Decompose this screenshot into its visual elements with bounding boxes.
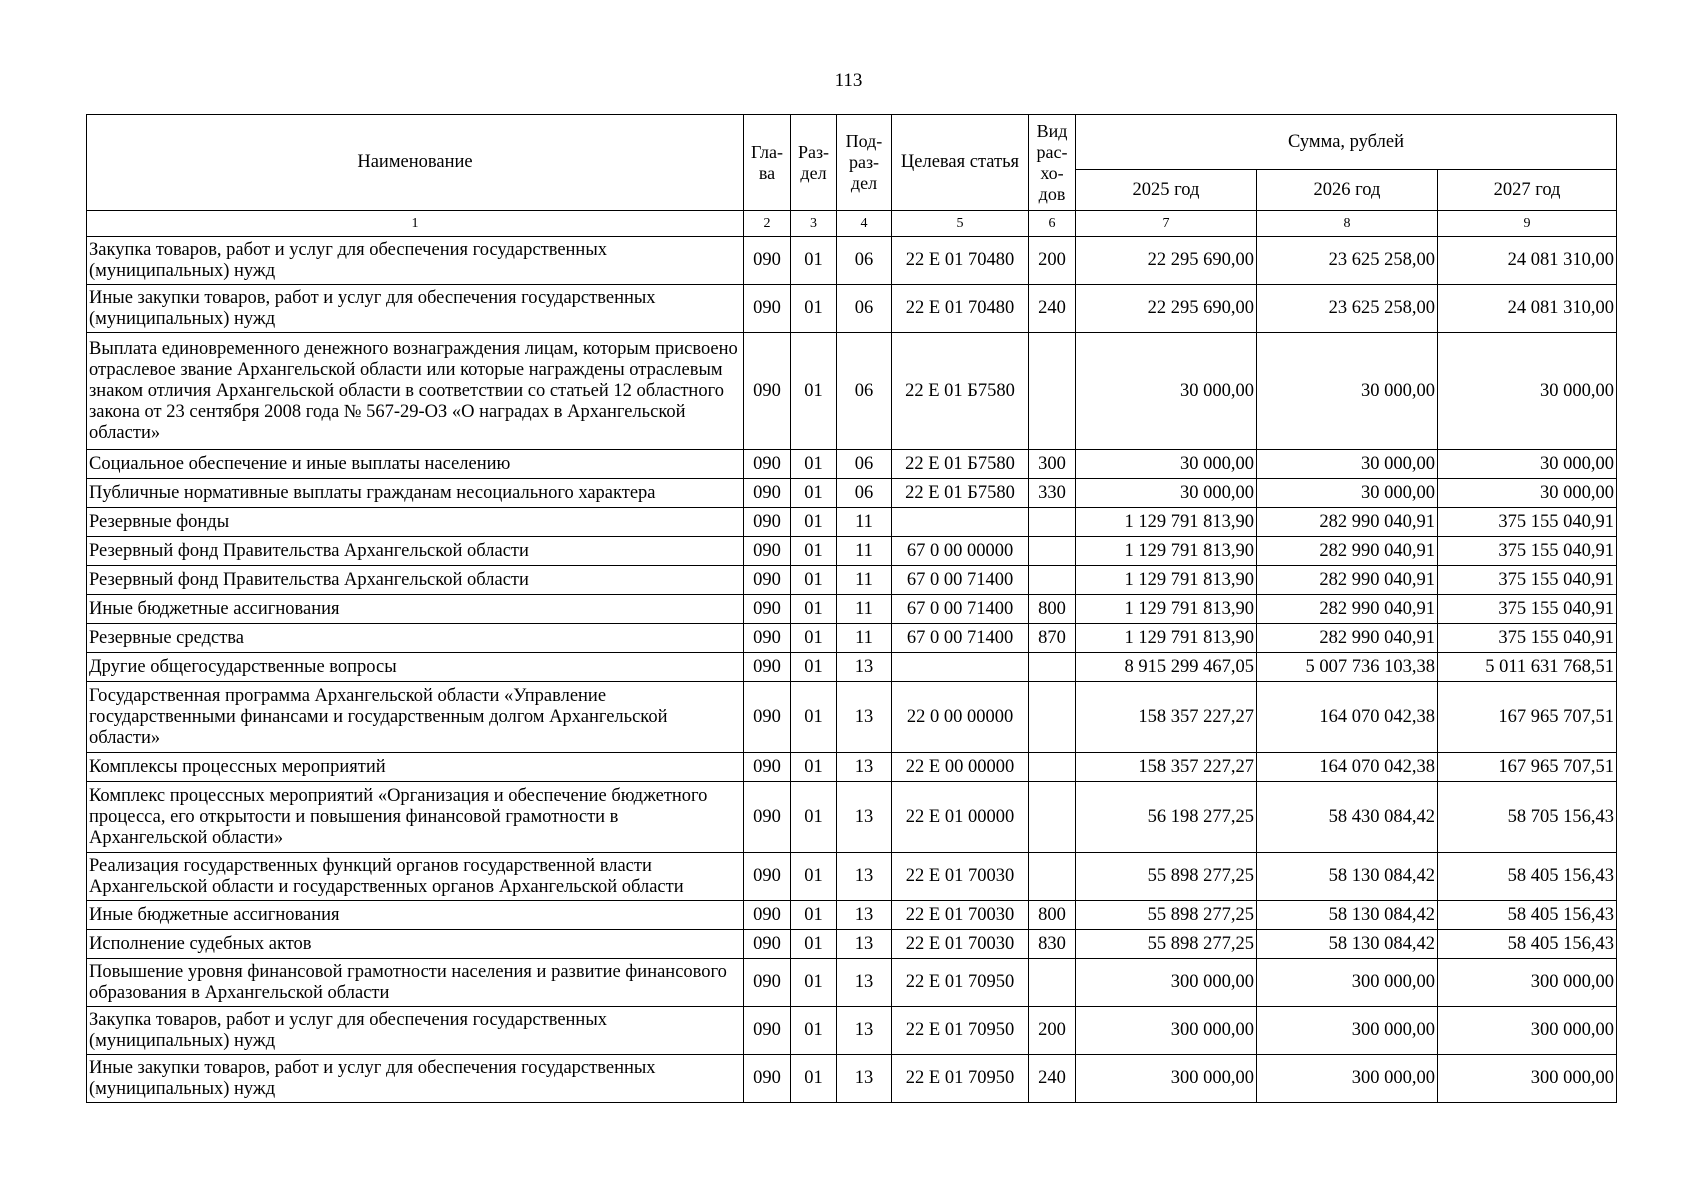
table-row [87,753,1617,782]
row-sum-2026: 58 130 084,42 [1257,901,1438,930]
row-sum-2027: 58 705 156,43 [1438,782,1617,853]
row-kind [1029,333,1076,450]
row-sum-2025: 8 915 299 467,05 [1076,653,1257,682]
row-kind: 240 [1029,285,1076,333]
row-subsection: 06 [837,450,892,479]
row-chapter: 090 [744,753,791,782]
table-row [87,508,1617,537]
row-sum-2025: 1 129 791 813,90 [1076,508,1257,537]
row-subsection: 13 [837,682,892,753]
row-name: Резервный фонд Правительства Архангельской области [87,566,744,595]
row-section: 01 [791,479,837,508]
row-sum-2027: 167 965 707,51 [1438,753,1617,782]
row-sum-2025: 30 000,00 [1076,333,1257,450]
row-sum-2027: 300 000,00 [1438,1007,1617,1055]
row-subsection: 13 [837,1055,892,1103]
column-number: 4 [837,211,892,237]
row-section: 01 [791,901,837,930]
table-row [87,653,1617,682]
row-subsection: 06 [837,285,892,333]
row-target: 22 Е 01 70950 [892,959,1029,1007]
row-subsection: 13 [837,1007,892,1055]
row-chapter: 090 [744,333,791,450]
row-sum-2027: 30 000,00 [1438,333,1617,450]
column-number: 5 [892,211,1029,237]
row-kind [1029,959,1076,1007]
row-chapter: 090 [744,479,791,508]
row-name: Другие общегосударственные вопросы [87,653,744,682]
row-target [892,508,1029,537]
row-name: Публичные нормативные выплаты гражданам несоциального характера [87,479,744,508]
row-target: 22 Е 01 70480 [892,285,1029,333]
row-section: 01 [791,237,837,285]
table-row [87,566,1617,595]
row-subsection: 13 [837,782,892,853]
row-name: Выплата единовременного денежного вознаграждения лицам, которым присвоено отраслевое звание Архангельской области или которые награждены отраслевым знаком отличия Архангельской области в соответствии со статьей 12 областного закона от 23 сентября 2008 года № 567-29-ОЗ «О наградах в Архангельской области» [87,333,744,450]
row-kind: 830 [1029,930,1076,959]
row-sum-2027: 300 000,00 [1438,1055,1617,1103]
table-row [87,901,1617,930]
table-row [87,782,1617,853]
row-sum-2025: 300 000,00 [1076,1055,1257,1103]
row-sum-2025: 22 295 690,00 [1076,237,1257,285]
budget-table [86,114,1617,1103]
row-section: 01 [791,537,837,566]
row-sum-2027: 58 405 156,43 [1438,930,1617,959]
row-target: 22 Е 01 Б7580 [892,450,1029,479]
table-row [87,479,1617,508]
row-sum-2026: 282 990 040,91 [1257,624,1438,653]
row-name: Иные закупки товаров, работ и услуг для обеспечения государственных (муниципальных) нужд [87,1055,744,1103]
row-kind: 200 [1029,1007,1076,1055]
row-name: Закупка товаров, работ и услуг для обеспечения государственных (муниципальных) нужд [87,237,744,285]
row-section: 01 [791,333,837,450]
row-target: 22 0 00 00000 [892,682,1029,753]
row-subsection: 11 [837,537,892,566]
row-name: Исполнение судебных актов [87,930,744,959]
table-row [87,450,1617,479]
row-sum-2025: 300 000,00 [1076,1007,1257,1055]
row-sum-2025: 1 129 791 813,90 [1076,595,1257,624]
row-kind [1029,782,1076,853]
row-chapter: 090 [744,653,791,682]
row-section: 01 [791,959,837,1007]
row-section: 01 [791,782,837,853]
column-number-row [87,211,1617,237]
row-chapter: 090 [744,537,791,566]
row-section: 01 [791,624,837,653]
column-number: 2 [744,211,791,237]
row-sum-2026: 30 000,00 [1257,333,1438,450]
row-section: 01 [791,450,837,479]
row-chapter: 090 [744,450,791,479]
row-sum-2025: 300 000,00 [1076,959,1257,1007]
row-chapter: 090 [744,853,791,901]
row-name: Резервные фонды [87,508,744,537]
row-chapter: 090 [744,901,791,930]
row-target: 22 Е 01 70030 [892,901,1029,930]
row-sum-2025: 1 129 791 813,90 [1076,566,1257,595]
row-sum-2026: 164 070 042,38 [1257,682,1438,753]
row-name: Комплекс процессных мероприятий «Организация и обеспечение бюджетного процесса, его открытости и повышения финансовой грамотности в Архангельской области» [87,782,744,853]
row-target [892,653,1029,682]
row-sum-2027: 300 000,00 [1438,959,1617,1007]
row-section: 01 [791,1007,837,1055]
row-kind: 200 [1029,237,1076,285]
row-subsection: 13 [837,901,892,930]
row-kind: 870 [1029,624,1076,653]
row-sum-2027: 30 000,00 [1438,479,1617,508]
row-sum-2025: 56 198 277,25 [1076,782,1257,853]
row-kind: 300 [1029,450,1076,479]
row-sum-2027: 375 155 040,91 [1438,566,1617,595]
row-target: 67 0 00 71400 [892,566,1029,595]
column-number: 9 [1438,211,1617,237]
row-sum-2026: 164 070 042,38 [1257,753,1438,782]
row-sum-2026: 282 990 040,91 [1257,537,1438,566]
row-kind [1029,537,1076,566]
column-number: 8 [1257,211,1438,237]
row-chapter: 090 [744,237,791,285]
table-row [87,237,1617,285]
row-chapter: 090 [744,566,791,595]
row-target: 22 Е 01 70950 [892,1055,1029,1103]
row-section: 01 [791,566,837,595]
row-chapter: 090 [744,285,791,333]
row-chapter: 090 [744,682,791,753]
table-row [87,624,1617,653]
table-row [87,333,1617,450]
row-target: 22 Е 01 Б7580 [892,479,1029,508]
row-sum-2025: 55 898 277,25 [1076,901,1257,930]
row-target: 67 0 00 71400 [892,624,1029,653]
row-section: 01 [791,682,837,753]
row-kind: 800 [1029,595,1076,624]
row-kind [1029,753,1076,782]
row-chapter: 090 [744,1007,791,1055]
row-subsection: 06 [837,333,892,450]
row-sum-2026: 58 130 084,42 [1257,930,1438,959]
row-sum-2025: 30 000,00 [1076,450,1257,479]
row-chapter: 090 [744,1055,791,1103]
row-sum-2026: 5 007 736 103,38 [1257,653,1438,682]
column-number: 3 [791,211,837,237]
header-year-2025: 2025 год [1076,170,1257,211]
row-name: Государственная программа Архангельской области «Управление государственными финансами и государственным долгом Архангельской области» [87,682,744,753]
row-target: 22 Е 01 70950 [892,1007,1029,1055]
header-subsection: Под-раз-дел [837,115,892,211]
row-sum-2026: 282 990 040,91 [1257,508,1438,537]
row-sum-2025: 55 898 277,25 [1076,853,1257,901]
row-subsection: 06 [837,479,892,508]
row-sum-2026: 282 990 040,91 [1257,566,1438,595]
row-sum-2026: 300 000,00 [1257,959,1438,1007]
header-section: Раз-дел [791,115,837,211]
header-target: Целевая статья [892,115,1029,211]
row-sum-2027: 24 081 310,00 [1438,237,1617,285]
header-kind: Вид рас-хо-дов [1029,115,1076,211]
row-chapter: 090 [744,930,791,959]
row-sum-2027: 375 155 040,91 [1438,624,1617,653]
table-row [87,595,1617,624]
row-sum-2026: 300 000,00 [1257,1007,1438,1055]
row-name: Иные закупки товаров, работ и услуг для обеспечения государственных (муниципальных) нужд [87,285,744,333]
table-row [87,285,1617,333]
column-number: 6 [1029,211,1076,237]
row-sum-2026: 300 000,00 [1257,1055,1438,1103]
row-target: 22 Е 01 00000 [892,782,1029,853]
row-sum-2027: 58 405 156,43 [1438,853,1617,901]
row-subsection: 11 [837,624,892,653]
row-chapter: 090 [744,508,791,537]
table-row [87,853,1617,901]
row-section: 01 [791,595,837,624]
row-chapter: 090 [744,624,791,653]
row-section: 01 [791,653,837,682]
row-subsection: 11 [837,566,892,595]
row-target: 67 0 00 71400 [892,595,1029,624]
row-section: 01 [791,853,837,901]
row-sum-2026: 30 000,00 [1257,450,1438,479]
row-name: Реализация государственных функций органов государственной власти Архангельской области и государственных органов Архангельской области [87,853,744,901]
row-kind [1029,508,1076,537]
row-target: 22 Е 01 70480 [892,237,1029,285]
row-sum-2026: 30 000,00 [1257,479,1438,508]
row-target: 22 Е 01 70030 [892,930,1029,959]
row-name: Комплексы процессных мероприятий [87,753,744,782]
row-kind: 240 [1029,1055,1076,1103]
page-number: 113 [834,70,863,91]
row-sum-2025: 158 357 227,27 [1076,682,1257,753]
row-sum-2027: 167 965 707,51 [1438,682,1617,753]
column-number: 7 [1076,211,1257,237]
column-number: 1 [87,211,744,237]
row-name: Социальное обеспечение и иные выплаты населению [87,450,744,479]
row-kind: 330 [1029,479,1076,508]
row-sum-2026: 58 430 084,42 [1257,782,1438,853]
header-sum: Сумма, рублей [1076,115,1617,170]
row-chapter: 090 [744,959,791,1007]
row-kind [1029,653,1076,682]
row-section: 01 [791,285,837,333]
row-kind [1029,682,1076,753]
header-name: Наименование [87,115,744,211]
row-chapter: 090 [744,595,791,624]
row-sum-2026: 58 130 084,42 [1257,853,1438,901]
row-sum-2027: 375 155 040,91 [1438,595,1617,624]
row-subsection: 11 [837,595,892,624]
row-sum-2027: 24 081 310,00 [1438,285,1617,333]
row-sum-2025: 1 129 791 813,90 [1076,537,1257,566]
row-section: 01 [791,1055,837,1103]
row-subsection: 13 [837,653,892,682]
row-subsection: 13 [837,853,892,901]
row-kind [1029,853,1076,901]
table-row [87,959,1617,1007]
row-subsection: 13 [837,753,892,782]
row-sum-2026: 23 625 258,00 [1257,285,1438,333]
row-name: Иные бюджетные ассигнования [87,595,744,624]
row-name: Закупка товаров, работ и услуг для обеспечения государственных (муниципальных) нужд [87,1007,744,1055]
row-kind: 800 [1029,901,1076,930]
row-sum-2025: 30 000,00 [1076,479,1257,508]
row-kind [1029,566,1076,595]
row-chapter: 090 [744,782,791,853]
row-sum-2025: 158 357 227,27 [1076,753,1257,782]
row-sum-2026: 282 990 040,91 [1257,595,1438,624]
row-sum-2027: 375 155 040,91 [1438,508,1617,537]
row-subsection: 13 [837,959,892,1007]
table-row [87,1007,1617,1055]
table-row [87,537,1617,566]
row-sum-2027: 375 155 040,91 [1438,537,1617,566]
row-section: 01 [791,508,837,537]
row-sum-2027: 5 011 631 768,51 [1438,653,1617,682]
row-section: 01 [791,753,837,782]
row-target: 22 Е 00 00000 [892,753,1029,782]
row-name: Иные бюджетные ассигнования [87,901,744,930]
row-subsection: 13 [837,930,892,959]
row-name: Резервные средства [87,624,744,653]
row-subsection: 11 [837,508,892,537]
row-target: 22 Е 01 70030 [892,853,1029,901]
row-sum-2027: 30 000,00 [1438,450,1617,479]
row-name: Повышение уровня финансовой грамотности населения и развитие финансового образования в Архангельской области [87,959,744,1007]
table-row [87,930,1617,959]
row-subsection: 06 [837,237,892,285]
row-section: 01 [791,930,837,959]
row-sum-2027: 58 405 156,43 [1438,901,1617,930]
row-sum-2025: 22 295 690,00 [1076,285,1257,333]
row-sum-2025: 1 129 791 813,90 [1076,624,1257,653]
row-target: 67 0 00 00000 [892,537,1029,566]
header-chapter: Гла-ва [744,115,791,211]
row-sum-2025: 55 898 277,25 [1076,930,1257,959]
table-row [87,682,1617,753]
row-target: 22 Е 01 Б7580 [892,333,1029,450]
header-year-2027: 2027 год [1438,170,1617,211]
row-name: Резервный фонд Правительства Архангельской области [87,537,744,566]
table-row [87,1055,1617,1103]
header-year-2026: 2026 год [1257,170,1438,211]
row-sum-2026: 23 625 258,00 [1257,237,1438,285]
